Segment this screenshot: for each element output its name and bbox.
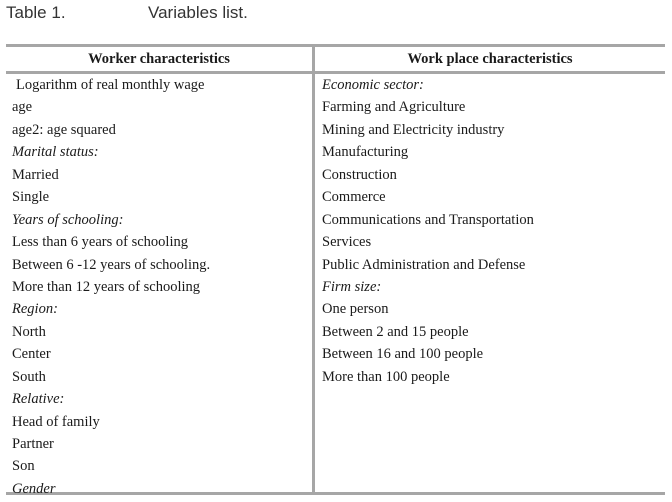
- table-cell: Head of family: [12, 413, 100, 430]
- table-cell: South: [12, 368, 46, 385]
- table-cell: Commerce: [322, 189, 386, 206]
- table-category-label: Years of schooling:: [12, 211, 124, 228]
- table-cell: Single: [12, 189, 50, 206]
- table-header-row: [6, 47, 665, 74]
- table-cell: Son: [12, 458, 35, 475]
- table-cell: Construction: [322, 166, 397, 183]
- table-category-label: Region:: [12, 301, 58, 318]
- table-cell: age2: age squared: [12, 121, 116, 138]
- table-cell: North: [12, 323, 46, 340]
- table-cell: Between 6 -12 years of schooling.: [12, 256, 211, 273]
- table-category-label: Economic sector:: [322, 77, 424, 93]
- table-cell: Married: [12, 166, 59, 183]
- column-divider: [312, 47, 315, 492]
- table-category-label: Relative:: [12, 391, 65, 408]
- table-cell: Between 16 and 100 people: [322, 346, 484, 363]
- work-place-characteristics-list: [322, 74, 534, 388]
- table-cell: Public Administration and Defense: [322, 256, 526, 273]
- table-number: Table 1.: [6, 3, 66, 22]
- table-cell: Center: [12, 346, 51, 363]
- table-category-label: Gender: [12, 480, 56, 497]
- table-cell: More than 100 people: [322, 368, 450, 385]
- table-category-label: Firm size:: [322, 278, 382, 295]
- table-cell: age: [12, 99, 33, 116]
- table-cell: Farming and Agriculture: [322, 99, 466, 116]
- table-cell: Manufacturing: [322, 144, 409, 161]
- table-cell: Logarithm of real monthly wage: [16, 77, 205, 93]
- table-cell: Between 2 and 15 people: [322, 323, 469, 340]
- table-cell: Communications and Transportation: [322, 211, 534, 228]
- table-category-label: Marital status:: [12, 144, 99, 161]
- worker-characteristics-list: [12, 74, 210, 500]
- table-cell: Services: [322, 234, 372, 251]
- variables-table: [6, 44, 665, 495]
- table-cell: More than 12 years of schooling: [12, 278, 201, 295]
- table-title: Variables list.: [148, 3, 248, 22]
- table-cell: Less than 6 years of schooling: [12, 234, 188, 251]
- table-cell: One person: [322, 301, 389, 318]
- header-worker-characteristics: Worker characteristics: [88, 51, 230, 67]
- table-caption: [6, 3, 248, 23]
- header-work-place-characteristics: Work place characteristics: [407, 51, 573, 67]
- table-cell: Mining and Electricity industry: [322, 121, 505, 138]
- table-cell: Partner: [12, 436, 54, 452]
